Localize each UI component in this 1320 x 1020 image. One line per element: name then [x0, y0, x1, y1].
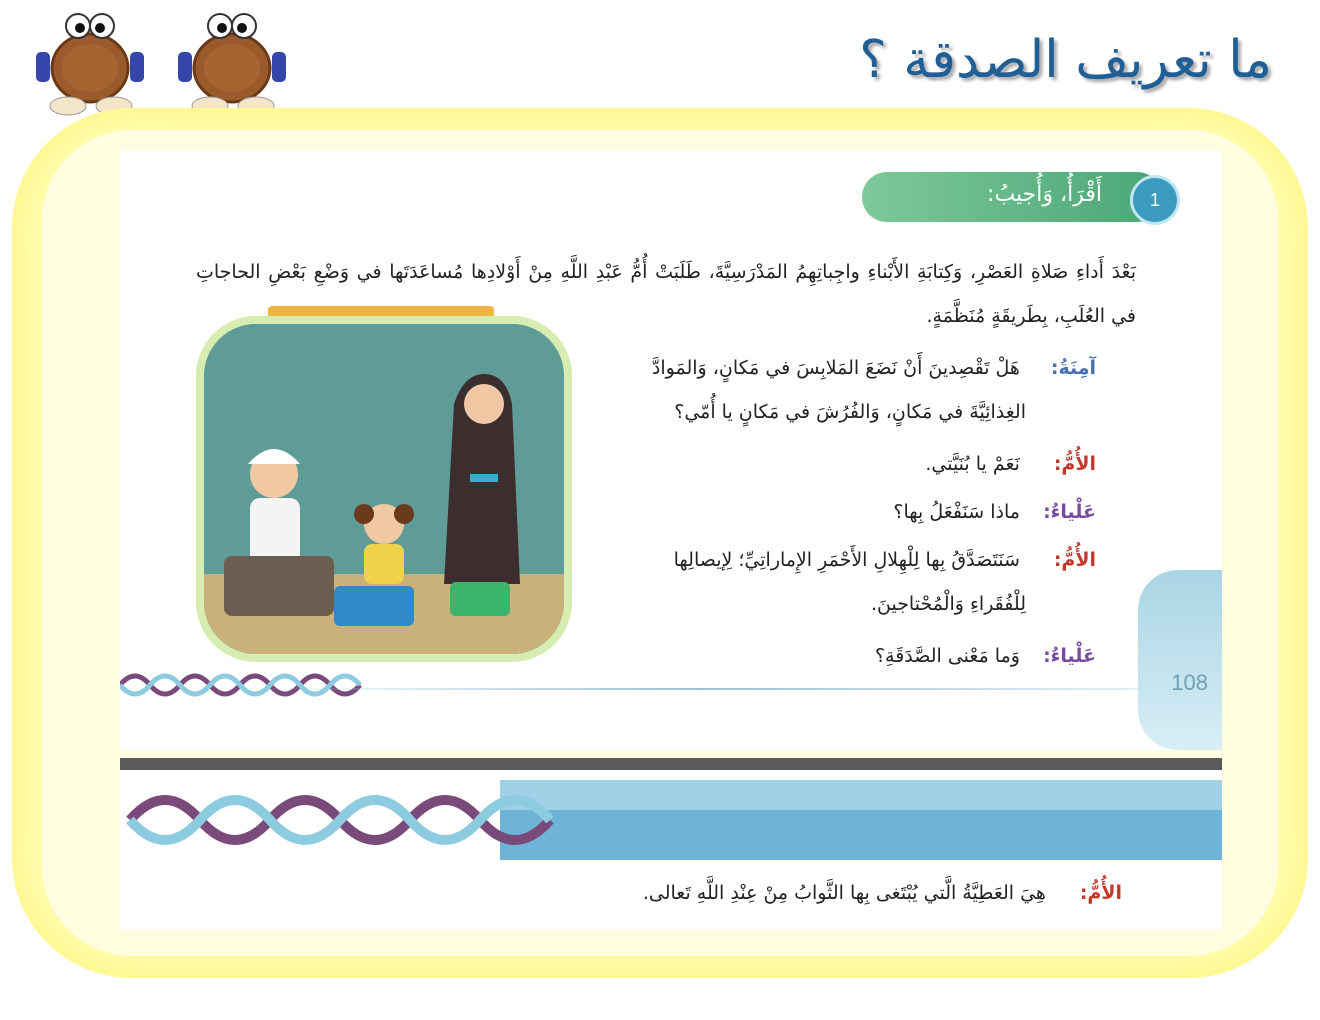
family-sorting-illustration: [204, 324, 564, 654]
answer-area: [120, 870, 1222, 930]
dialogue-line: [576, 346, 1096, 390]
section-divider: [120, 758, 1222, 770]
coin-character-icon: [30, 6, 150, 118]
dialogue-line-continued: [576, 390, 1026, 434]
dialogue-line: [576, 634, 1096, 678]
braid-band-graphic: [120, 770, 1222, 870]
speaker-label: عَلْياءُ:: [1043, 645, 1096, 667]
speaker-label: الأُمُّ:: [1053, 549, 1096, 571]
decorative-band: [120, 770, 1222, 870]
dialogue-text: الغِذائِيَّةَ في مَكانٍ، وَالفُرُشَ في مَكانٍ يا أُمّي؟: [674, 401, 1026, 423]
dialogue-line: [576, 442, 1096, 486]
speaker-label: آمِنَةُ:: [1050, 357, 1096, 379]
coin-character-icon: [172, 6, 292, 118]
dialogue-line: [576, 490, 1096, 534]
speaker-label: الأُمُّ:: [1079, 882, 1122, 904]
dialogue-text: وَما مَعْنى الصَّدَقَةِ؟: [874, 645, 1020, 667]
dialogue-text: هَلْ تَقْصِدينَ أَنْ نَضَعَ المَلابِسَ في مَكانٍ، وَالمَوادَّ: [651, 357, 1020, 379]
dialogue-text: نَعَمْ يا بُنَيَّتي.: [925, 453, 1020, 475]
exercise-banner: [862, 172, 1162, 222]
slide-title: ما تعريف الصدقة ؟: [859, 30, 1272, 90]
answer-line: [643, 882, 1122, 904]
divider-line: [250, 688, 1142, 690]
decorative-braid: [120, 665, 380, 705]
exercise-number: 1: [1130, 175, 1180, 225]
page-number-tab: [1138, 570, 1222, 750]
dialogue-line-continued: [536, 582, 1026, 626]
page-number: 108: [1171, 670, 1208, 695]
speaker-label: الأُمُّ:: [1053, 453, 1096, 475]
exercise-instruction: أَقْرَأُ، وَأُجيبُ:: [987, 182, 1102, 207]
dialogue-line: [536, 538, 1096, 582]
dialogue-text: سَنَتَصَدَّقُ بِها لِلْهِلالِ الأَحْمَرِ الإِماراتِيِّ؛ لِإيصالِها: [673, 549, 1020, 571]
illustration-family-image: [196, 316, 572, 662]
dialogue-text: لِلْفُقَراءِ وَالْمُحْتاجينَ.: [870, 593, 1026, 615]
answer-text: هِيَ العَطِيَّةُ الَّتي يُبْتَغى بِها الثَّوابُ مِنْ عِنْدِ اللَّهِ تَعالى.: [642, 882, 1046, 904]
textbook-page: [120, 150, 1222, 750]
speaker-label: عَلْياءُ:: [1043, 501, 1096, 523]
passage-text: بَعْدَ أَداءِ صَلاةِ العَصْرِ، وَكِتابَةِ الأَبْناءِ واجِباتِهِمُ المَدْرَسِيَّةَ، طَلَبَتْ أُمُّ عَبْدِ اللَّهِ مِنْ أَوْلادِها مُساعَدَتَها في وَضْعِ بَعْضِ الحاجاتِ في العُلَبِ، بِطَريقَةٍ مُنَظَّمَةٍ.: [196, 261, 1136, 327]
dialogue-text: ماذا سَنَفْعَلُ بِها؟: [893, 501, 1020, 523]
